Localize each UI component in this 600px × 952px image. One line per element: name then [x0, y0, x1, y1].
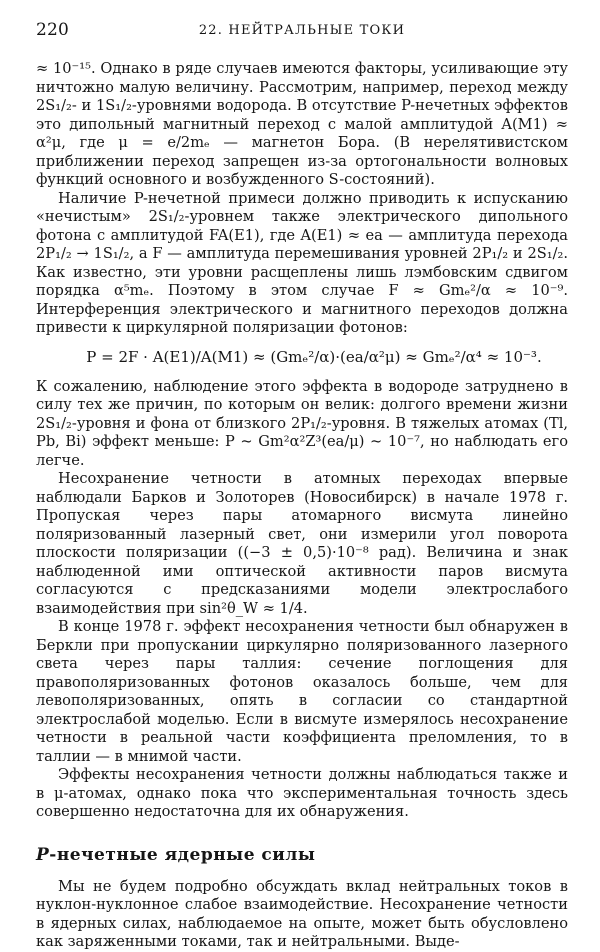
page-number: 220: [36, 20, 70, 40]
section-heading-text: -нечетные ядерные силы: [49, 844, 316, 865]
polarization-formula: P = 2F · A(E1)/A(M1) ≈ (Gmₑ²/α)·(ea/α²μ) ≈ Gmₑ²/α⁴ ≈ 10⁻³.: [86, 347, 542, 366]
running-head: [36, 18, 568, 42]
paragraph-heavy-atoms: К сожалению, наблюдение этого эффекта в водороде затруднено в силу тех же причин, по которым он велик: долгого времени жизни 2S₁/₂-уровня и фона от близкого 2P₁/₂-уровня. В тяжелых атомах (Tl, Pb, Bi) эффект меньше: P ~ Gm²α²Z³(ea/μ) ~ 10⁻⁷, но наблюдать его легче.: [36, 377, 568, 469]
paragraph-novosibirsk-experiment: Несохранение четности в атомных переходах впервые наблюдали Барков и Золоторев (Новосибирск) в начале 1978 г. Пропуская через пары атомарного висмута линейно поляризованный лазерный свет, они измерили угол поворота плоскости поляризации ((−3 ± 0,5)·10⁻⁸ рад). Величина и знак наблюденной ими оптической активности паров висмута согласуются с предсказаниями модели электрослабого взаимодействия при sin²θ_W ≈ 1/4.: [36, 470, 568, 617]
paragraph-berkeley-experiment: В конце 1978 г. эффект несохранения четности был обнаружен в Беркли при пропускании циркулярно поляризованного лазерного света через пары таллия: сечение поглощения для правополяризованных фотонов оказалось больше, чем для левополяризованных, опять в согласии со стандартной электрослабой моделью. Если в висмуте измерялось несохранение четности в реальной части коэффициента преломления, то в таллии — в мнимой части.: [36, 618, 568, 765]
body-text: [36, 60, 568, 952]
running-title: 22. НЕЙТРАЛЬНЫЕ ТОКИ: [198, 23, 406, 38]
paragraph-p-odd-admixture: Наличие P-нечетной примеси должно приводить к испусканию «нечистым» 2S₁/₂-уровнем также электрического дипольного фотона с амплитудой FA(E1), где A(E1) ≈ ea — амплитуда перехода 2P₁/₂ → 1S₁/₂, а F — амплитуда перемешивания уровней 2P₁/₂ и 2S₁/₂. Как известно, эти уровни расщеплены лишь лэмбовским сдвигом порядка α⁵mₑ. Поэтому в этом случае F ≈ Gmₑ²/α ≈ 10⁻⁹. Интерференция электрического и магнитного переходов должна привести к циркулярной поляризации фотонов:: [36, 189, 568, 336]
section-heading: [36, 844, 568, 866]
paragraph-hydrogen-transition: ≈ 10⁻¹⁵. Однако в ряде случаев имеются факторы, усиливающие эту ничтожно малую величину. Рассмотрим, например, переход между 2S₁/₂- и 1S₁/₂-уровнями водорода. В отсутствие P-нечетных эффектов это дипольный магнитный переход с малой амплитудой A(M1) ≈ α²μ, где μ = e/2mₑ — магнетон Бора. (В нерелятивистском приближении переход запрещен из-за ортогональности волновых функций основного и возбужденного S-состояний).: [36, 60, 568, 188]
paragraph-mu-atoms: Эффекты несохранения четности должны наблюдаться также и в μ-атомах, однако пока что экспериментальная точность здесь совершенно недостаточна для их обнаружения.: [36, 766, 568, 820]
book-page: [36, 18, 568, 952]
paragraph-nuclear-forces: Мы не будем подробно обсуждать вклад нейтральных токов в нуклон-нуклонное слабое взаимодействие. Несохранение четности в ядерных силах, наблюдаемое на опыте, может быть обусловлено как заряженными токами, так и нейтральными. Выде-: [36, 877, 568, 950]
section-heading-symbol: P: [36, 844, 50, 865]
